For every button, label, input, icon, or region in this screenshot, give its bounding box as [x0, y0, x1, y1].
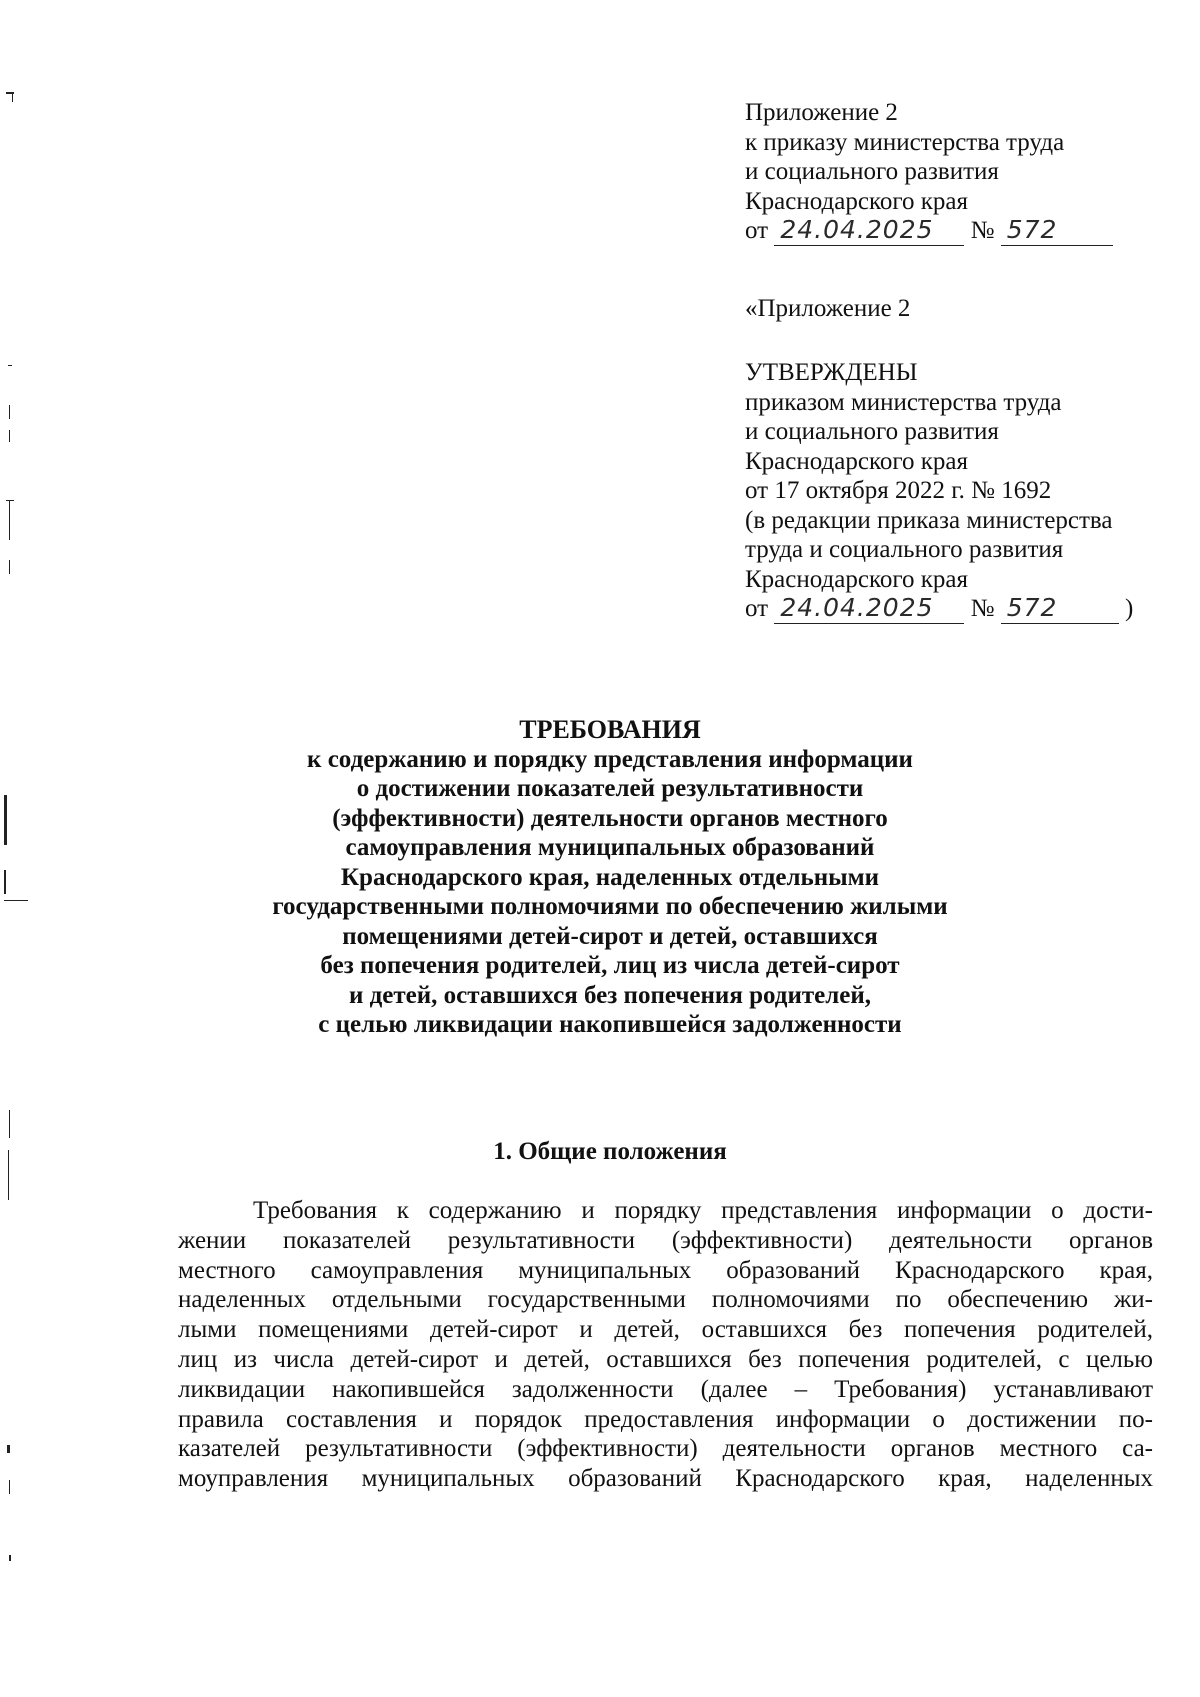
approved-line: труда и социального развития [745, 536, 1064, 563]
approved-date-number-row [745, 594, 1133, 625]
scan-artifacts [0, 0, 30, 1697]
body-line: правила составления и порядок предоставления информации о достижении по- [178, 1405, 1153, 1433]
handwritten-date: 24.04.2025 [780, 215, 934, 244]
approved-line: Краснодарского края [745, 565, 968, 593]
date-field [774, 215, 964, 246]
header-date-number-row [745, 216, 1113, 247]
title-line: помещениями детей-сирот и детей, оставшихся [342, 922, 878, 950]
title-line: Краснодарского края, наделенных отдельными [340, 863, 880, 891]
approved-line: и социального развития [745, 418, 999, 445]
approved-line: (в редакции приказа министерства [745, 506, 1113, 534]
header-line: к приказу министерства труда [745, 128, 1065, 156]
approved-line: Краснодарского края [745, 447, 968, 475]
title-line: и детей, оставшихся без попечения родителей, [348, 981, 872, 1009]
number-field [1001, 593, 1119, 624]
body-line: наделенных отдельными государственными полномочиями по обеспечению жи- [178, 1286, 1153, 1314]
number-prefix: № [970, 217, 995, 244]
appendix-header [745, 98, 1113, 247]
approved-label: УТВЕРЖДЕНЫ [745, 359, 918, 386]
date-prefix: от [745, 217, 769, 244]
body-line: местного самоуправления муниципальных образований Краснодарского края, [178, 1256, 1153, 1284]
appendix-quote-line: «Приложение 2 [745, 295, 911, 322]
body-line: казателей результативности (эффективности) деятельности органов местного са- [178, 1435, 1153, 1463]
title-line: о достижении показателей результативности [356, 775, 864, 802]
body-line: лиц из числа детей-сирот и детей, оставшихся без попечения родителей, с целью [178, 1345, 1153, 1373]
title-line: без попечения родителей, лиц из числа детей-сирот [320, 952, 900, 979]
approved-line: от 17 октября 2022 г. № 1692 [745, 477, 1052, 504]
title-heading: ТРЕБОВАНИЯ [519, 715, 701, 744]
approved-block [745, 294, 910, 324]
handwritten-number: 572 [1006, 593, 1058, 622]
title-line: государственными полномочиями по обеспечению жилыми [272, 893, 948, 920]
body-paragraph [178, 1196, 1153, 1494]
number-prefix: № [970, 595, 995, 622]
handwritten-number: 572 [1006, 215, 1058, 244]
handwritten-date: 24.04.2025 [780, 593, 934, 622]
body-line: лыми помещениями детей-сирот и детей, оставшихся без попечения родителей, [178, 1316, 1153, 1344]
date-prefix: от [745, 595, 769, 622]
section-heading: 1. Общие положения [493, 1138, 727, 1165]
header-line: Краснодарского края [745, 187, 968, 215]
title-line: с целью ликвидации накопившейся задолженности [318, 1011, 902, 1038]
title-line: к содержанию и порядку представления информации [307, 745, 913, 773]
title-line: (эффективности) деятельности органов местного [332, 804, 888, 832]
body-line: ликвидации накопившейся задолженности (далее – Требования) устанавливают [178, 1375, 1153, 1403]
date-field [774, 593, 964, 624]
header-line: и социального развития [745, 158, 999, 185]
body-line: Требования к содержанию и порядку представления информации о дости- [253, 1197, 1153, 1224]
closing-paren: ) [1124, 595, 1134, 622]
body-line: жении показателей результативности (эффективности) деятельности органов [178, 1226, 1153, 1254]
approved-line: приказом министерства труда [745, 388, 1062, 416]
document-title [200, 715, 1020, 1040]
title-line: самоуправления муниципальных образований [345, 834, 875, 861]
approved-details [745, 358, 1133, 625]
body-line: моуправления муниципальных образований Краснодарского края, наделенных [178, 1465, 1153, 1493]
header-line: Приложение 2 [745, 99, 898, 126]
number-field [1001, 215, 1113, 246]
